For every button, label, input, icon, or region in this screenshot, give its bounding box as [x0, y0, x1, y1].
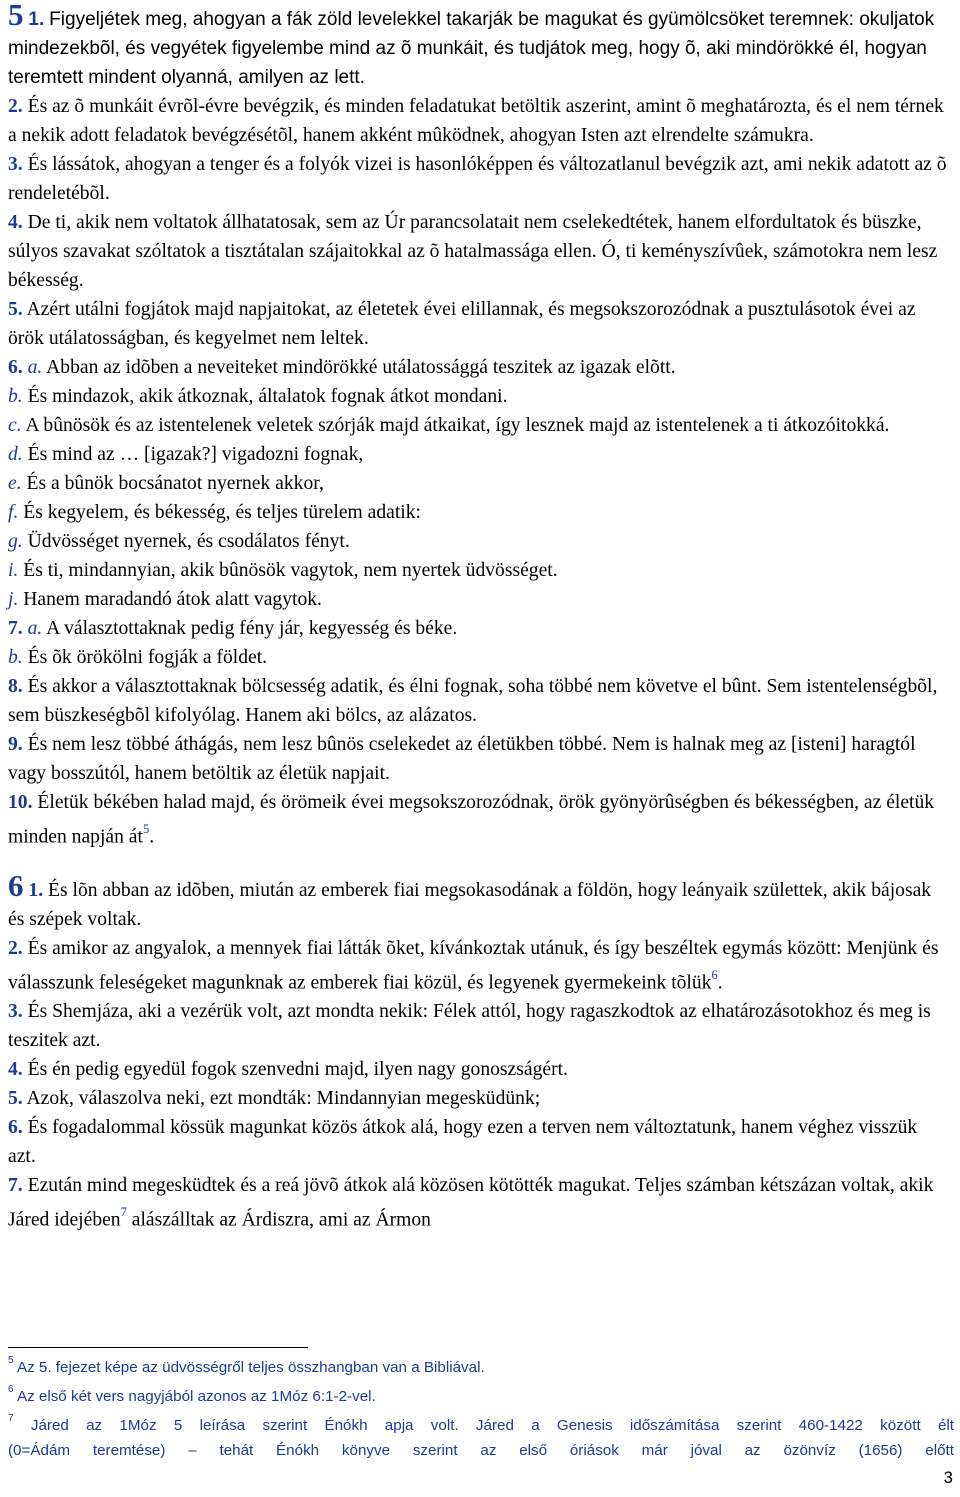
verse-6-6: [8, 1113, 948, 1171]
verse-number: 9.: [8, 734, 23, 755]
verse-5-6c: [8, 411, 948, 440]
verse-5-6d: [8, 440, 948, 469]
footnote-text: Járed az 1Móz 5 leírása szerint Énókh apja volt. Járed a Genesis időszámítása szerint 460-1422 között élt: [30, 1417, 954, 1435]
verse-number: 6.: [8, 357, 23, 378]
footnote: [8, 1380, 954, 1409]
verse-number: 5.: [8, 1088, 23, 1110]
verse-text: Életük békében halad majd, és örömeik évei megsokszorozódnak, örök gyönyörûségben és békességben, az életük minden napján át: [8, 792, 935, 848]
verse-number: 7.: [8, 1175, 23, 1197]
footnote: [8, 1409, 954, 1438]
verse-text: Üdvösséget nyernek, és csodálatos fényt.: [27, 531, 350, 552]
verse-number: 1.: [28, 879, 44, 901]
verse-5-1: [8, 0, 948, 92]
verse-text: És fogadalommal kössük magunkat közös átkok alá, hogy ezen a terven nem változtatunk, hanem véghez visszük azt.: [8, 1117, 918, 1168]
footnote-marker[interactable]: 5: [142, 822, 150, 836]
verse-number: 3.: [8, 154, 23, 175]
verse-text: És lõn abban az idõben, miután az emberek fiai megsokasodának a földön, hogy leányaik születtek, akik bájosak és szépek voltak.: [8, 879, 932, 930]
verse-text: És én pedig egyedül fogok szenvedni majd, ilyen nagy gonoszságért.: [27, 1059, 568, 1081]
verse-number: 7.: [8, 618, 23, 639]
verse-number: 1.: [28, 9, 45, 30]
footnote-continuation: [8, 1438, 954, 1463]
verse-text: Abban az idõben a neveiteket mindörökké utálatossággá teszitek az igazak elõtt.: [46, 357, 676, 378]
footnote-text: Az 5. fejezet képe az üdvösségről teljes összhangban van a Bibliával.: [16, 1359, 485, 1377]
verse-6-4: [8, 1055, 948, 1084]
verse-5-6e: [8, 469, 948, 498]
footnote-number: 6: [8, 1384, 14, 1396]
footnote-marker[interactable]: 6: [711, 967, 718, 982]
verse-letter: f.: [8, 502, 19, 523]
verse-5-6i: [8, 556, 948, 585]
main-text: [8, 0, 948, 1235]
verse-text: De ti, akik nem voltatok állhatatosak, sem az Úr parancsolatait nem cselekedtétek, hanem elfordultatok és büszke, súlyos szavakat szóltatok a tisztátalan szájaitokkal az õ hatalmassága ellen. Ó, ti keményszívûek, számotokra nem lesz békesség.: [8, 212, 938, 291]
verse-letter: b.: [8, 647, 23, 668]
verse-text: És nem lesz többé áthágás, nem lesz bûnös cselekedet az életükben többé. Nem is halnak meg az [isteni] haragtól vagy bosszútól, hanem betöltik az életük napjait.: [8, 734, 916, 784]
verse-number: 4.: [8, 212, 23, 233]
verse-6-5: [8, 1084, 948, 1113]
verse-5-6b: [8, 382, 948, 411]
verse-text: És amikor az angyalok, a mennyek fiai látták õket, kívánkoztak utánuk, és így beszéltek egymás között: Menjünk és válasszunk feleségeket magunknak az emberek fiai közül, és legyenek gyermekeink tõlük: [8, 937, 939, 994]
verse-text: A bûnösök és az istentelenek veletek szórják majd átkaikat, így lesznek majd az istentelenek a ti átkozóitokká.: [25, 415, 890, 436]
verse-text: És az õ munkáit évrõl-évre bevégzik, és minden feladatukat betöltik aszerint, amint õ meghatározta, és el nem térnek a nekik adott feladatok bevégzésétõl, hanem akként mûködnek, ahogyan Isten azt elrendelte számukra.: [8, 96, 944, 146]
verse-5-2: [8, 92, 948, 150]
verse-5-9: [8, 730, 948, 788]
verse-letter: b.: [8, 386, 23, 407]
verse-number: 3.: [8, 1001, 23, 1023]
verse-letter: i.: [8, 560, 19, 581]
verse-text: És Shemjázа, aki a vezérük volt, azt mondta nekik: Félek attól, hogy ragaszkodtok az elhatározásotokhoz és meg is teszitek azt.: [8, 1001, 931, 1052]
verse-text: És mindazok, akik átkoznak, általatok fognak átkot mondani.: [27, 386, 508, 407]
chapter-6-number: 6: [8, 867, 24, 903]
verse-text: Ezután mind megesküdtek és a reá jövõ átkok alá közösen kötötték magukat. Teljes számban kétszázan voltak, akik Járed idejében: [8, 1175, 934, 1231]
verse-text: És õk örökölni fogják a földet.: [27, 647, 268, 668]
verse-tail: alászálltak az Árdiszra, ami az Ármon: [131, 1209, 431, 1231]
verse-5-6j: [8, 585, 948, 614]
verse-letter: d.: [8, 444, 23, 465]
verse-5-8: [8, 672, 948, 730]
verse-5-7a: [8, 614, 948, 643]
footnote-text: Az első két vers nagyjából azonos az 1Móz 6:1-2-vel.: [16, 1388, 376, 1406]
verse-text: Azért utálni fogjátok majd napjaitokat, az életetek évei elillannak, és megsokszorozódnak a pusztulásotok évei az örök utálatosságban, és kegyelmet nem leltek.: [8, 299, 916, 349]
verse-5-6a: [8, 353, 948, 382]
verse-letter: a.: [27, 357, 43, 378]
verse-letter: j.: [8, 589, 19, 610]
verse-text: Figyeljétek meg, ahogyan a fák zöld levelekkel takarják be magukat és gyümölcsöket teremnek: okuljatok mindezekbõl, és vegyétek figyelembe mind az õ munkáit, és tudjátok meg, hogy õ, aki mindörökké él, hogyan teremtett mindent olyanná, amilyen az lett.: [8, 9, 935, 88]
verse-text: És lássátok, ahogyan a tenger és a folyók vizei is hasonlóképpen és változatlanul bevégzik azt, ami nekik adatott az õ rendeletébõl.: [8, 154, 947, 204]
footnote-number: 7: [8, 1413, 14, 1425]
page-number: 3: [943, 1468, 953, 1487]
verse-number: 6.: [8, 1117, 23, 1139]
verse-text: A választottaknak pedig fény jár, kegyesség és béke.: [46, 618, 458, 639]
verse-tail: .: [149, 826, 155, 848]
footnote-divider: [8, 1347, 308, 1348]
verse-5-6g: [8, 527, 948, 556]
verse-number: 2.: [8, 96, 23, 117]
footnote: [8, 1351, 954, 1380]
chapter-gap: [8, 852, 948, 871]
verse-6-1: [8, 867, 948, 934]
footnote-text: (0=Ádám teremtése) – tehát Énókh könyve szerint az első óriások már jóval az özönvíz (1656) előtt: [8, 1442, 954, 1460]
verse-letter: a.: [27, 618, 43, 639]
verse-text: Azok, válaszolva neki, ezt mondták: Mindannyian megesküdünk;: [26, 1088, 541, 1110]
verse-text: És ti, mindannyian, akik bûnösök vagytok, nem nyertek üdvösséget.: [23, 560, 558, 581]
verse-5-6f: [8, 498, 948, 527]
verse-number: 5.: [8, 299, 23, 320]
verse-5-5: [8, 295, 948, 353]
footnotes: [8, 1351, 954, 1463]
verse-5-7b: [8, 643, 948, 672]
verse-text: És mind az … [igazak?] vigadozni fognak,: [27, 444, 364, 465]
verse-letter: e.: [8, 473, 22, 494]
verse-6-2: [8, 934, 948, 998]
verse-letter: c.: [8, 415, 22, 436]
verse-text: Hanem maradandó átok alatt vagytok.: [23, 589, 322, 610]
verse-number: 4.: [8, 1059, 23, 1081]
footnote-marker[interactable]: 7: [120, 1205, 127, 1220]
verse-number: 8.: [8, 676, 23, 697]
verse-tail: .: [717, 972, 723, 994]
verse-6-7: [8, 1171, 948, 1235]
verse-text: És akkor a választottaknak bölcsesség adatik, és élni fognak, soha többé nem követve el bûnt. Sem istentelenségbõl, sem büszkeségbõl kifolyólag. Hanem aki bölcs, az alázatos.: [8, 676, 938, 726]
footnote-number: 5: [8, 1355, 14, 1366]
verse-text: És kegyelem, és békesség, és teljes türelem adatik:: [23, 502, 421, 523]
verse-text: És a bûnök bocsánatot nyernek akkor,: [26, 473, 324, 494]
verse-number: 2.: [8, 937, 23, 959]
verse-5-4: [8, 208, 948, 295]
verse-6-3: [8, 997, 948, 1055]
verse-number: 10.: [8, 792, 33, 813]
verse-5-10: [8, 788, 948, 852]
verse-letter: g.: [8, 531, 23, 552]
verse-5-3: [8, 150, 948, 208]
chapter-5-number: 5: [8, 0, 24, 32]
